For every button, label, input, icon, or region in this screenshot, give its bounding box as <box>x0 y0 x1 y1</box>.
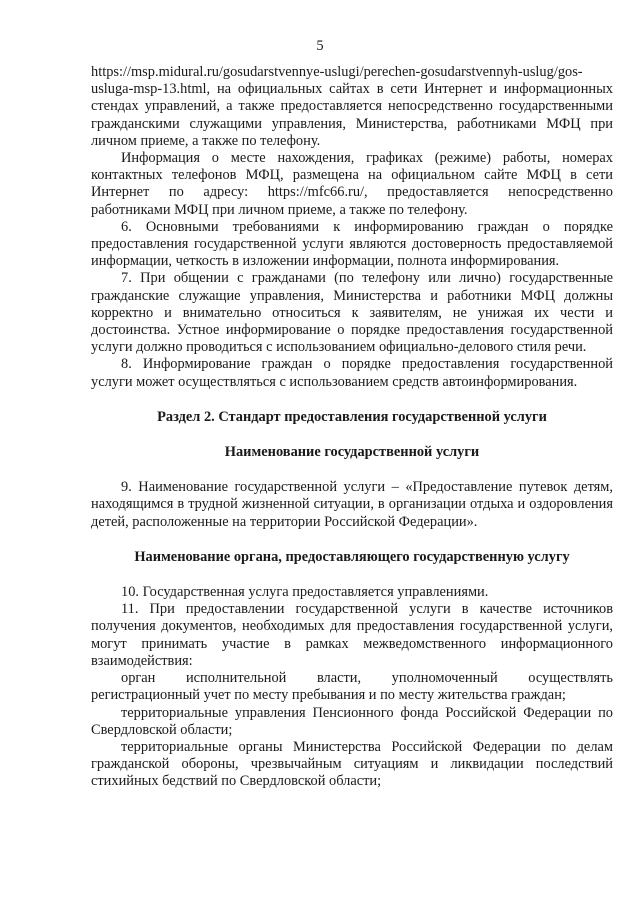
subtitle-body: Наименование органа, предоставляющего государственную услугу <box>134 548 570 565</box>
paragraph-6: 6. Основными требованиями к информированию граждан о порядке предоставления государственной услуги являются достоверность предоставляемой информации, четкость в изложении информации, полнота информирования. <box>91 218 613 270</box>
section-title: Раздел 2. Стандарт предоставления государственной услуги <box>157 408 547 425</box>
paragraph-mfc-info: Информация о месте нахождения, графиках (режиме) работы, номерах контактных телефонов МФЦ, размещена на официальном сайте МФЦ в сети Интернет по адресу: https://mfc66.ru/, предоставляется непосредственно работниками МФЦ при личном приеме, а также по телефону. <box>91 150 613 218</box>
subtitle-service-name: Наименование государственной услуги <box>224 444 480 461</box>
paragraph-url-continuation: https://msp.midural.ru/gosudarstvennye-uslugi/perechen-gosudarstvennyh-uslug/gos-usluga-msp-13.html, на официальных сайтах в сети Интернет и информационных стендах управлений, а также предоставляется непосредственно государственными гражданскими служащими управления, Министерства, работниками МФЦ при личном приеме, а также по телефону. <box>91 64 613 149</box>
paragraph-8: 8. Информирование граждан о порядке предоставления государственной услуги может осуществляться с использованием средств автоинформирования. <box>91 356 613 390</box>
list-item-registration-authority: орган исполнительной власти, уполномоченный осуществлять регистрационный учет по месту пребывания и по месту жительства граждан; <box>91 670 613 704</box>
paragraph-11: 11. При предоставлении государственной услуги в качестве источников получения документов, необходимых для предоставления государственной услуги, могут принимать участие в рамках межведомственного информационного взаимодействия: <box>91 601 613 669</box>
paragraph-10: 10. Государственная услуга предоставляется управлениями. <box>121 584 489 601</box>
paragraph-7: 7. При общении с гражданами (по телефону или лично) государственные гражданские служащие управления, Министерства и работники МФЦ должны корректно и внимательно относиться к заявителям, не унижая их чести и достоинства. Устное информирование о порядке предоставления государственной услуги должно проводиться с использованием официально-делового стиля речи. <box>91 270 613 356</box>
list-item-pension-fund: территориальные управления Пенсионного фонда Российской Федерации по Свердловской области; <box>91 704 613 738</box>
paragraph-9: 9. Наименование государственной услуги – «Предоставление путевок детям, находящимся в трудной жизненной ситуации, в организации отдыха и оздоровления детей, расположенные на территории Российской Федерации». <box>91 479 613 530</box>
list-item-emergency-ministry: территориальные органы Министерства Российской Федерации по делам гражданской обороны, чрезвычайным ситуациям и ликвидации последствий стихийных бедствий по Свердловской области; <box>91 738 613 790</box>
document-body <box>91 64 613 791</box>
page-number: 5 <box>316 38 324 54</box>
